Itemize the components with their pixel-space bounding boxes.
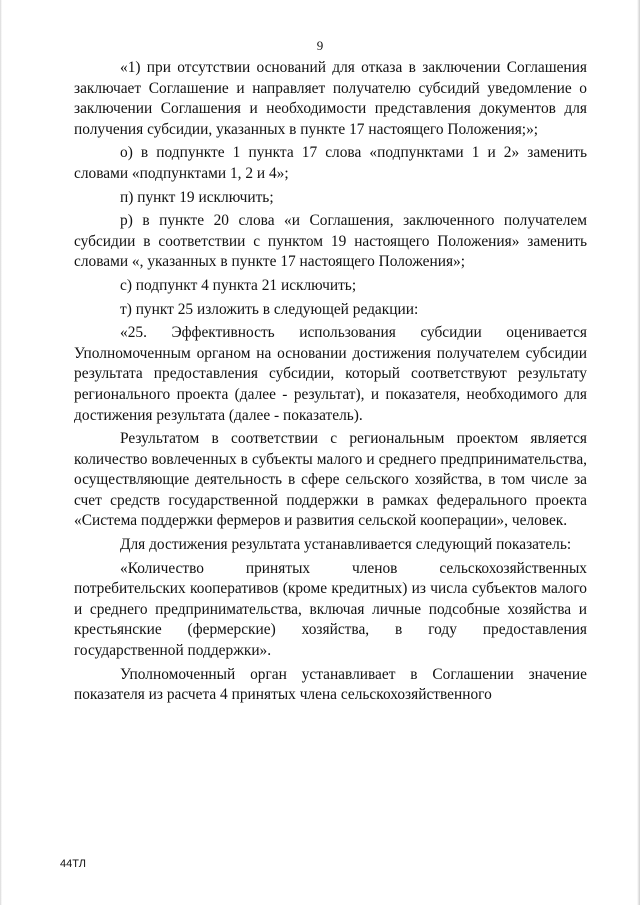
document-code: 44ТЛ <box>60 858 86 870</box>
paragraph-item-t: т) пункт 25 изложить в следующей редакции: <box>120 300 419 318</box>
paragraph-clause-25: «25. Эффективность использования субсидии оценивается Уполномоченным органом на основании достижения получателем субсидии результата предоставления субсидии, который соответствуют результату регионального проекта (далее - результат), и показателя, необходимого для достижения результата (далее - показатель). <box>74 324 587 424</box>
paragraph-indicator-value: Уполномоченный орган устанавливает в Соглашении значение показателя из расчета 4 принятых члена сельскохозяйственного <box>74 665 587 704</box>
paragraph-item-p: п) пункт 19 исключить; <box>120 188 274 206</box>
paragraph-item-s: с) подпункт 4 пункта 21 исключить; <box>120 276 357 294</box>
paragraph-indicator-intro: Для достижения результата устанавливается следующий показатель: <box>120 536 572 554</box>
document-body <box>74 58 587 709</box>
page-number: 9 <box>316 38 324 53</box>
scan-edge-left <box>0 0 2 905</box>
paragraph-agreement-conclusion: «1) при отсутствии оснований для отказа в заключении Соглашения заключает Соглашение и направляет получателю субсидий уведомление о заключении Соглашения и необходимости представления документов для получения субсидии, указанных в пункте 17 настоящего Положения;»; <box>74 59 587 138</box>
paragraph-indicator-definition: «Количество принятых членов сельскохозяйственных потребительских кооперативов (кроме кредитных) из числа субъектов малого и среднего предпринимательства, включая личные подсобные хозяйства и крестьянские (фермерские) хозяйства, в году предоставления государственной поддержки». <box>74 559 587 660</box>
paragraph-result-definition: Результатом в соответствии с региональным проектом является количество вовлеченных в субъекты малого и среднего предпринимательства, осуществляющие деятельность в сфере сельского хозяйства, в том числе за счет средств государственной поддержки в рамках федерального проекта «Система поддержки фермеров и развития сельской кооперации», человек. <box>74 430 587 530</box>
paragraph-item-r: р) в пункте 20 слова «и Соглашения, заключенного получателем субсидии в соответствии с пунктом 19 настоящего Положения» заменить словами «, указанных в пункте 17 настоящего Положения»; <box>74 212 587 271</box>
paragraph-item-o: о) в подпункте 1 пункта 17 слова «подпунктами 1 и 2» заменить словами «подпунктами 1, 2 и 4»; <box>74 144 587 182</box>
